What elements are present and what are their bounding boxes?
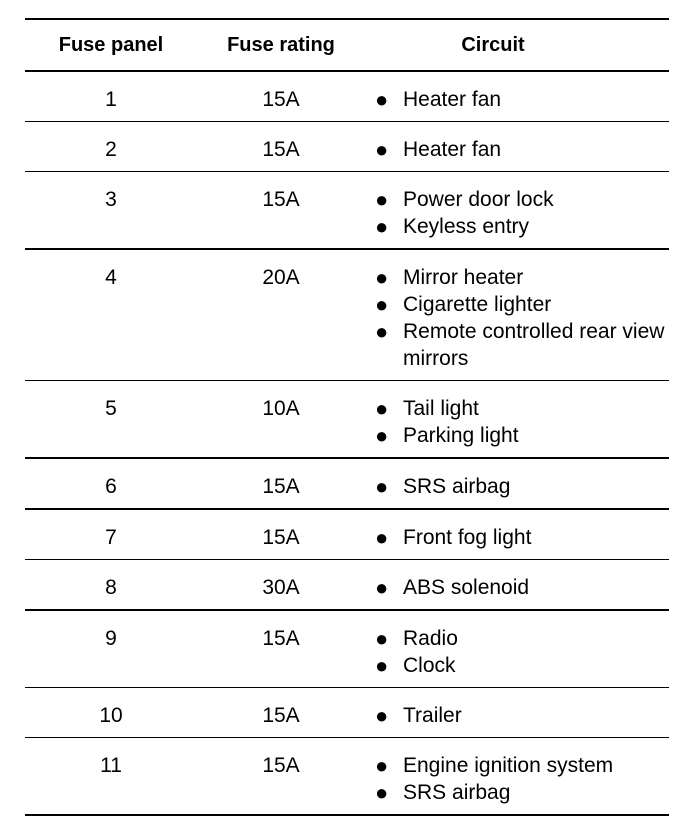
table-row [25,688,669,738]
list-item [365,291,669,318]
table-header-row [25,20,669,72]
circuit-name: ABS solenoid [403,576,530,599]
table-row [25,459,669,510]
table-row [25,172,669,250]
circuit-name: Radio [403,627,458,650]
circuit-name: Clock [403,654,456,677]
list-item [365,264,669,291]
bullet-icon: ● [375,423,389,448]
fuse-rating-cell: 15A [262,88,300,111]
list-item [365,752,669,779]
fuse-panel-cell: 6 [105,475,117,498]
fuse-panel-cell: 2 [105,138,117,161]
list-item [365,524,669,551]
header-circuit: Circuit [461,33,525,56]
fuse-rating-cell: 30A [262,576,300,599]
circuit-name: Keyless entry [403,215,530,238]
list-item [365,136,669,163]
list-item [365,779,669,806]
table-row [25,250,669,381]
fuse-rating-cell: 20A [262,266,300,289]
circuit-list [365,752,669,806]
circuit-name: Power door lock [403,188,554,211]
circuit-list [365,136,669,163]
bullet-icon: ● [375,525,389,550]
circuit-list [365,264,669,372]
bullet-icon: ● [375,626,389,651]
fuse-panel-cell: 5 [105,397,117,420]
fuse-rating-cell: 15A [262,704,300,727]
bullet-icon: ● [375,780,389,805]
fuse-panel-cell: 10 [99,704,123,727]
list-item [365,186,669,213]
fuse-rating-cell: 15A [262,138,300,161]
bullet-icon: ● [375,653,389,678]
fuse-rating-cell: 15A [262,475,300,498]
table-row [25,510,669,560]
list-item [365,213,669,240]
circuit-cell [365,702,669,729]
circuit-name: Front fog light [403,526,532,549]
circuit-list [365,395,669,449]
circuit-name: SRS airbag [403,781,511,804]
circuit-cell [365,473,669,500]
table-row [25,122,669,172]
table-row [25,381,669,459]
circuit-cell [365,186,669,240]
bullet-icon: ● [375,753,389,778]
fuse-panel-cell: 7 [105,526,117,549]
list-item [365,702,669,729]
circuit-cell [365,625,669,679]
bullet-icon: ● [375,703,389,728]
table-row [25,560,669,611]
fuse-table [25,18,669,816]
fuse-rating-cell: 15A [262,526,300,549]
circuit-list [365,702,669,729]
bullet-icon: ● [375,265,389,290]
circuit-cell [365,136,669,163]
fuse-panel-cell: 3 [105,188,117,211]
circuit-list [365,186,669,240]
circuit-name: Engine ignition system [403,754,614,777]
bullet-icon: ● [375,292,389,317]
circuit-name: Parking light [403,424,519,447]
header-fuse-panel: Fuse panel [58,33,164,56]
list-item [365,422,669,449]
table-row [25,738,669,816]
list-item [365,86,669,113]
bullet-icon: ● [375,214,389,239]
circuit-name: Tail light [403,397,479,420]
circuit-cell [365,524,669,551]
list-item [365,318,669,372]
bullet-icon: ● [375,187,389,212]
header-fuse-rating: Fuse rating [227,33,335,56]
list-item [365,395,669,422]
fuse-panel-cell: 11 [100,754,122,777]
bullet-icon: ● [375,137,389,162]
circuit-list [365,625,669,679]
fuse-rating-cell: 15A [262,754,300,777]
list-item [365,625,669,652]
circuit-list [365,574,669,601]
bullet-icon: ● [375,575,389,600]
table-row [25,611,669,688]
circuit-cell [365,264,669,372]
circuit-name: Heater fan [403,88,502,111]
table-body [25,72,669,816]
circuit-list [365,86,669,113]
fuse-panel-cell: 4 [105,266,117,289]
fuse-panel-cell: 9 [105,627,117,650]
circuit-cell [365,395,669,449]
list-item [365,473,669,500]
list-item [365,574,669,601]
table-row [25,72,669,122]
fuse-panel-cell: 1 [105,88,117,111]
circuit-list [365,473,669,500]
circuit-name: Heater fan [403,138,502,161]
bullet-icon: ● [375,319,389,344]
fuse-rating-cell: 10A [262,397,300,420]
circuit-cell [365,574,669,601]
bullet-icon: ● [375,474,389,499]
fuse-rating-cell: 15A [262,627,300,650]
bullet-icon: ● [375,396,389,421]
circuit-name: Trailer [403,704,462,727]
circuit-list [365,524,669,551]
circuit-cell [365,86,669,113]
circuit-name: Cigarette lighter [403,293,552,316]
fuse-panel-cell: 8 [105,576,117,599]
list-item [365,652,669,679]
bullet-icon: ● [375,87,389,112]
circuit-name: Mirror heater [403,266,524,289]
circuit-name: Remote controlled rear view mirrors [403,320,665,370]
circuit-cell [365,752,669,806]
fuse-rating-cell: 15A [262,188,300,211]
circuit-name: SRS airbag [403,475,511,498]
